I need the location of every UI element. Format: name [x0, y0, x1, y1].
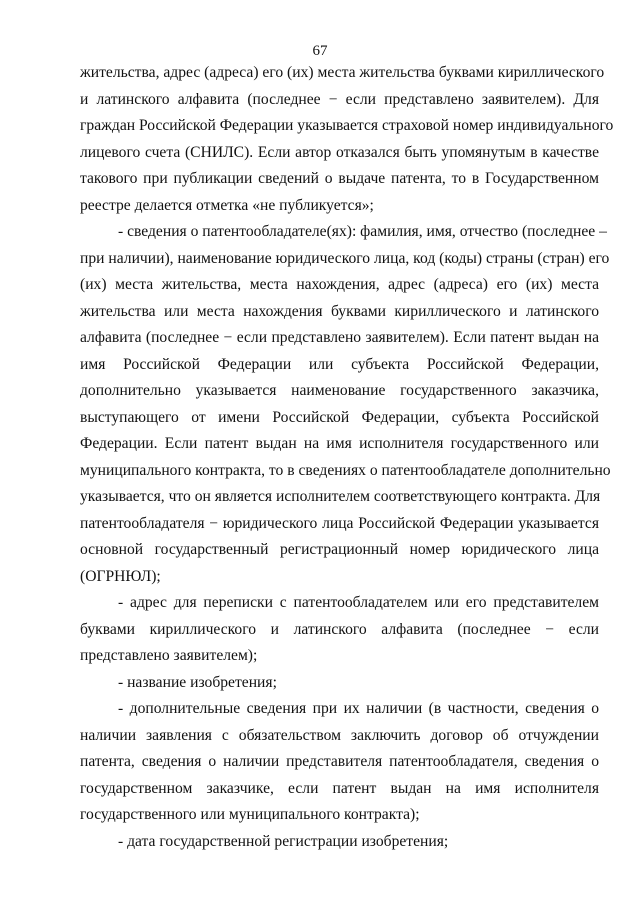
page-number: 67 — [312, 43, 328, 59]
text-line: при наличии), наименование юридического лица, код (коды) страны (стран) его — [80, 249, 610, 267]
text-line: патентообладателя − юридического лица Российской Федерации указывается — [80, 514, 599, 532]
text-line: алфавита (последнее − если представлено заявителем). Если патент выдан на — [80, 329, 599, 346]
text-line: жительства, адрес (адреса) его (их) места жительства буквами кириллического — [80, 64, 605, 81]
paragraph-patent-holder — [80, 219, 611, 590]
text-line: - название изобретения; — [118, 673, 277, 691]
text-line: государственного или муниципального контракта); — [80, 806, 420, 823]
paragraph-invention-title — [80, 670, 599, 697]
text-line: муниципального контракта, то в сведениях о патентообладателе дополнительно — [80, 461, 611, 479]
text-line: граждан Российской Федерации указывается страховой номер индивидуального — [80, 117, 614, 134]
text-line: - адрес для переписки с патентообладателем или его представителем — [118, 594, 599, 611]
paragraph-additional-info — [80, 696, 599, 829]
text-line: и латинского алфавита (последнее − если представлено заявителем). Для — [80, 90, 599, 108]
text-line: представлено заявителем); — [80, 647, 258, 664]
text-line: лицевого счета (СНИЛС). Если автор отказался быть упомянутым в качестве — [80, 143, 599, 161]
text-line: реестре делается отметка «не публикуется»; — [80, 196, 374, 214]
text-line: указывается, что он является исполнителем соответствующего контракта. Для — [80, 488, 601, 505]
text-line: - дата государственной регистрации изобретения; — [118, 832, 449, 850]
text-line: основной государственный регистрационный номер юридического лица — [80, 541, 599, 558]
text-line: - дополнительные сведения при их наличии (в частности, сведения о — [118, 700, 599, 717]
text-line: наличии заявления с обязательством заключить договор об отчуждении — [80, 726, 599, 744]
paragraph-correspondence-address — [80, 590, 599, 670]
text-line: дополнительно указывается наименование государственного заказчика, — [80, 382, 599, 399]
text-line: - сведения о патентообладателе(ях): фамилия, имя, отчество (последнее – — [118, 223, 607, 240]
text-line: государственном заказчике, если патент выдан на имя исполнителя — [80, 779, 599, 797]
text-line: (их) места жительства, места нахождения, адрес (адреса) его (их) места — [80, 276, 599, 293]
text-line: (ОГРНЮЛ); — [80, 567, 161, 585]
text-line: буквами кириллического и латинского алфавита (последнее − если — [80, 620, 599, 638]
paragraph-registration-date — [80, 829, 599, 856]
text-line: Федерации. Если патент выдан на имя исполнителя государственного или — [80, 435, 599, 452]
text-line: патента, сведения о наличии представителя патентообладателя, сведения о — [80, 753, 599, 770]
document-body — [80, 60, 614, 855]
text-line: жительства или места нахождения буквами кириллического и латинского — [80, 302, 599, 320]
text-line: выступающего от имени Российской Федерации, субъекта Российской — [80, 408, 599, 426]
text-line: имя Российской Федерации или субъекта Российской Федерации, — [80, 355, 599, 373]
paragraph-author-address — [80, 60, 614, 219]
text-line: такового при публикации сведений о выдаче патента, то в Государственном — [80, 170, 599, 187]
